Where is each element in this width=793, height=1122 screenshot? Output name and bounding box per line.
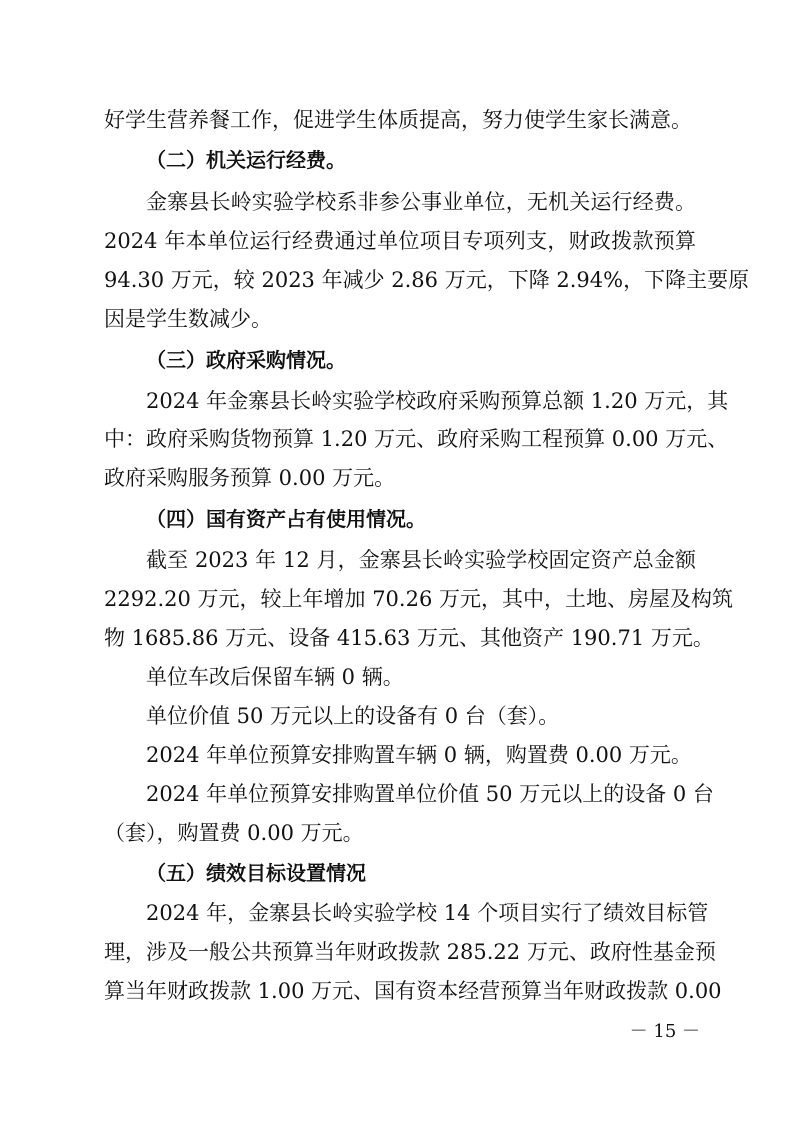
section-heading-3: （三）政府采购情况。: [146, 348, 346, 372]
section-heading-5: （五）绩效目标设置情况: [146, 861, 366, 885]
section-heading-4: （四）国有资产占有使用情况。: [146, 507, 426, 531]
paragraph-line: 政府采购服务预算 0.00 万元。: [104, 466, 396, 490]
paragraph-line: 因是学生数减少。: [104, 307, 272, 331]
paragraph-line: 2024 年，金寨县长岭实验学校 14 个项目实行了绩效目标管: [146, 901, 709, 925]
paragraph-line: 中：政府采购货物预算 1.20 万元、政府采购工程预算 0.00 万元、: [104, 427, 729, 451]
paragraph-line: 2024 年单位预算安排购置车辆 0 辆，购置费 0.00 万元。: [146, 743, 692, 767]
paragraph-line: 单位车改后保留车辆 0 辆。: [146, 665, 404, 689]
paragraph-line: 截至 2023 年 12 月，金寨县长岭实验学校固定资产总金额: [146, 548, 696, 572]
section-heading-2: （二）机关运行经费。: [146, 148, 346, 172]
paragraph-line: 理，涉及一般公共预算当年财政拨款 285.22 万元、政府性基金预: [104, 940, 716, 964]
paragraph-line: 2024 年单位预算安排购置单位价值 50 万元以上的设备 0 台: [146, 782, 714, 806]
paragraph-line: 算当年财政拨款 1.00 万元、国有资本经营预算当年财政拨款 0.00: [104, 979, 722, 1003]
paragraph-line: 94.30 万元，较 2023 年减少 2.86 万元，下降 2.94%，下降主要原: [104, 268, 750, 292]
paragraph-line: 物 1685.86 万元、设备 415.63 万元、其他资产 190.71 万元。: [104, 626, 714, 650]
paragraph-line: 2292.20 万元，较上年增加 70.26 万元，其中，土地、房屋及构筑: [104, 587, 733, 611]
paragraph-line: 金寨县长岭实验学校系非参公事业单位，无机关运行经费。: [146, 190, 696, 214]
paragraph-line: 2024 年本单位运行经费通过单位项目专项列支，财政拨款预算: [104, 229, 696, 253]
paragraph-line: （套），购置费 0.00 万元。: [104, 821, 364, 845]
paragraph-line: 2024 年金寨县长岭实验学校政府采购预算总额 1.20 万元，其: [146, 389, 729, 413]
paragraph-line: 单位价值 50 万元以上的设备有 0 台（套）。: [146, 704, 560, 728]
paragraph-line: 好学生营养餐工作，促进学生体质提高，努力使学生家长满意。: [104, 108, 692, 132]
page-number: － 15 －: [629, 1021, 700, 1042]
